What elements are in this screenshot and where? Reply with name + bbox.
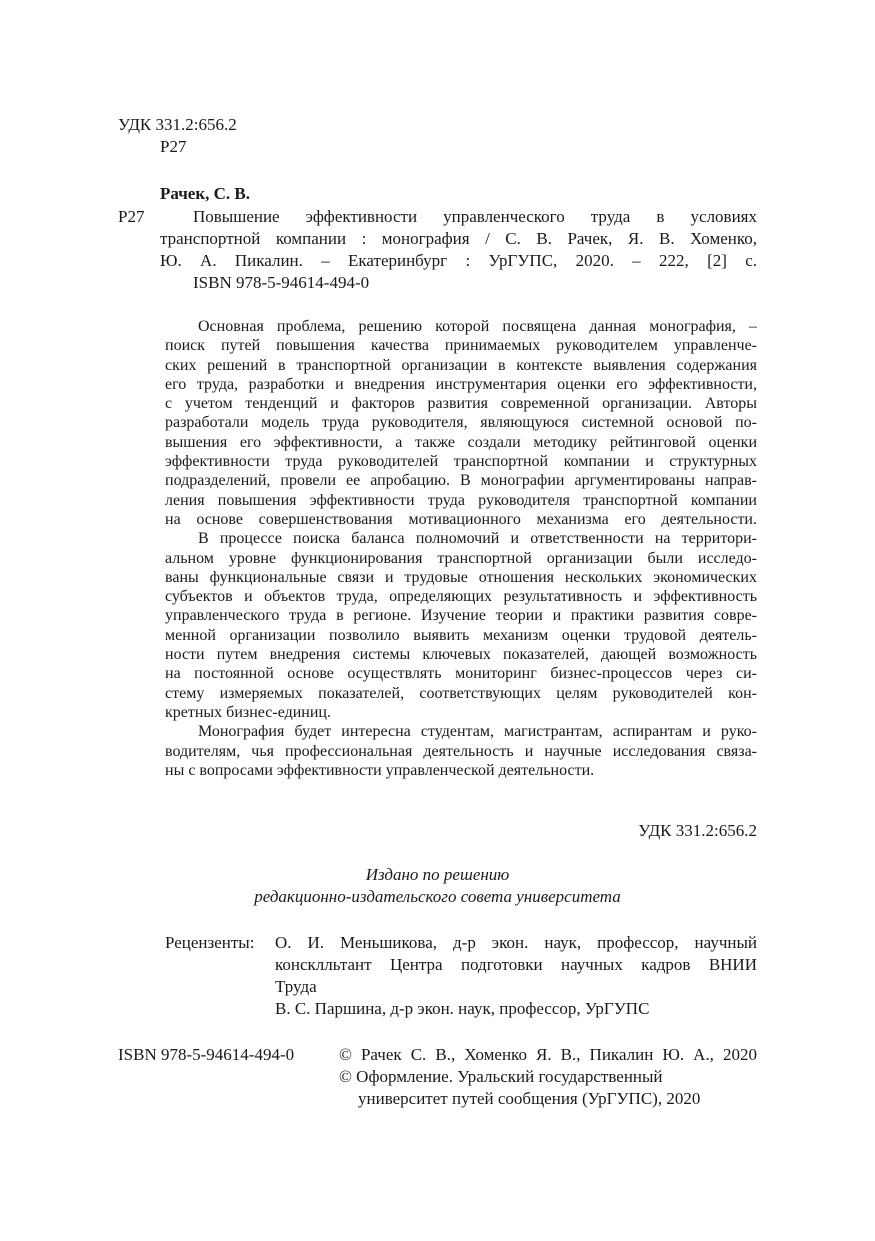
abstract-line: подразделений, провели ее апробацию. В монографии аргументированы направ- — [165, 472, 757, 490]
bib-code: Р27 — [118, 207, 145, 226]
abstract-line: поиск путей повышения качества принимаемых руководителем управленче- — [165, 337, 757, 355]
copyright-line-2: © Оформление. Уральский государственный — [339, 1067, 663, 1086]
abstract-line: его труда, разработки и внедрения инструментария оценки его эффективности, — [165, 375, 757, 393]
bib-title-line-2: транспортной компании : монография / С. В. Рачек, Я. В. Хоменко, — [160, 229, 757, 248]
abstract-line: управленческого труда в регионе. Изучение теории и практики развития совре- — [165, 607, 757, 625]
copyright-line-3: университет путей сообщения (УрГУПС), 2020 — [358, 1089, 701, 1108]
reviewer-line-3: Труда — [275, 977, 317, 996]
abstract-line: разработали модель труда руководителя, являющуюся системной основой по- — [165, 414, 757, 432]
abstract-line: В процессе поиска баланса полномочий и ответственности на территори- — [198, 530, 757, 548]
abstract-line: ны с вопросами эффективности управленческой деятельности. — [165, 761, 595, 779]
abstract-line: ности путем внедрения системы ключевых показателей, дающей возможность — [165, 646, 757, 664]
abstract-paragraph — [165, 317, 757, 529]
abstract-line: ских решений в транспортной организации в контексте выявления содержания — [165, 356, 757, 374]
abstract-line: стему измеряемых показателей, соответствующих целям руководителей кон- — [165, 684, 757, 702]
abstract — [165, 317, 757, 780]
copyright-isbn: ISBN 978-5-94614-494-0 — [118, 1045, 295, 1064]
bib-isbn: ISBN 978-5-94614-494-0 — [193, 273, 370, 292]
abstract-paragraph — [165, 722, 757, 780]
abstract-line: субъектов и объектов труда, определяющих результативность и эффективность — [165, 588, 757, 606]
reviewer-line-1: О. И. Меньшикова, д-р экон. наук, профессор, научный — [275, 933, 757, 952]
abstract-line: менной организации позволило выявить механизм оценки трудовой деятель- — [165, 626, 757, 644]
udk-code: УДК 331.2:656.2 — [118, 115, 237, 134]
abstract-line: водителям, чья профессиональная деятельность и научные исследования связа- — [165, 742, 757, 760]
reviewers-label: Рецензенты: — [165, 933, 255, 952]
reviewer-line-2: консклльтант Центра подготовки научных кадров ВНИИ — [275, 955, 757, 974]
author-sign-code: Р27 — [160, 137, 187, 156]
reviewer-line-4: В. С. Паршина, д-р экон. наук, профессор, УрГУПС — [275, 999, 650, 1018]
abstract-line: эффективности труда руководителей транспортной компании и структурных — [165, 453, 757, 471]
publisher-note-line-1: Издано по решению — [365, 865, 510, 884]
bib-title-line-3: Ю. А. Пикалин. – Екатеринбург : УрГУПС, 2020. – 222, [2] с. — [160, 251, 757, 270]
abstract-line: с учетом тенденций и факторов развития современной организации. Авторы — [165, 395, 757, 413]
abstract-line: на постоянной основе осуществлять мониторинг бизнес-процессов через си- — [165, 665, 757, 683]
abstract-line: кретных бизнес-единиц. — [165, 703, 331, 721]
copyright-line-1: © Рачек С. В., Хоменко Я. В., Пикалин Ю. А., 2020 — [339, 1045, 757, 1064]
abstract-line: на основе совершенствования мотивационного механизма его деятельности. — [165, 510, 757, 528]
publisher-note-line-2: редакционно-издательского совета университета — [254, 887, 621, 906]
abstract-line: ваны функциональные связи и трудовые отношения нескольких экономических — [165, 568, 757, 586]
bib-title-line-1: Повышение эффективности управленческого труда в условиях — [193, 207, 757, 226]
abstract-line: Основная проблема, решению которой посвящена данная монография, – — [198, 318, 757, 335]
udk-right: УДК 331.2:656.2 — [638, 821, 757, 840]
abstract-line: альном уровне функционирования транспортной организации были исследо- — [165, 549, 757, 567]
author-name: Рачек, С. В. — [160, 184, 250, 203]
abstract-line: ления повышения эффективности труда руководителя транспортной компании — [165, 491, 757, 509]
abstract-line: Монография будет интересна студентам, магистрантам, аспирантам и руко- — [198, 723, 757, 741]
abstract-paragraph — [165, 529, 757, 722]
abstract-line: вышения его эффективности, а также создали методику рейтинговой оценки — [165, 433, 757, 451]
